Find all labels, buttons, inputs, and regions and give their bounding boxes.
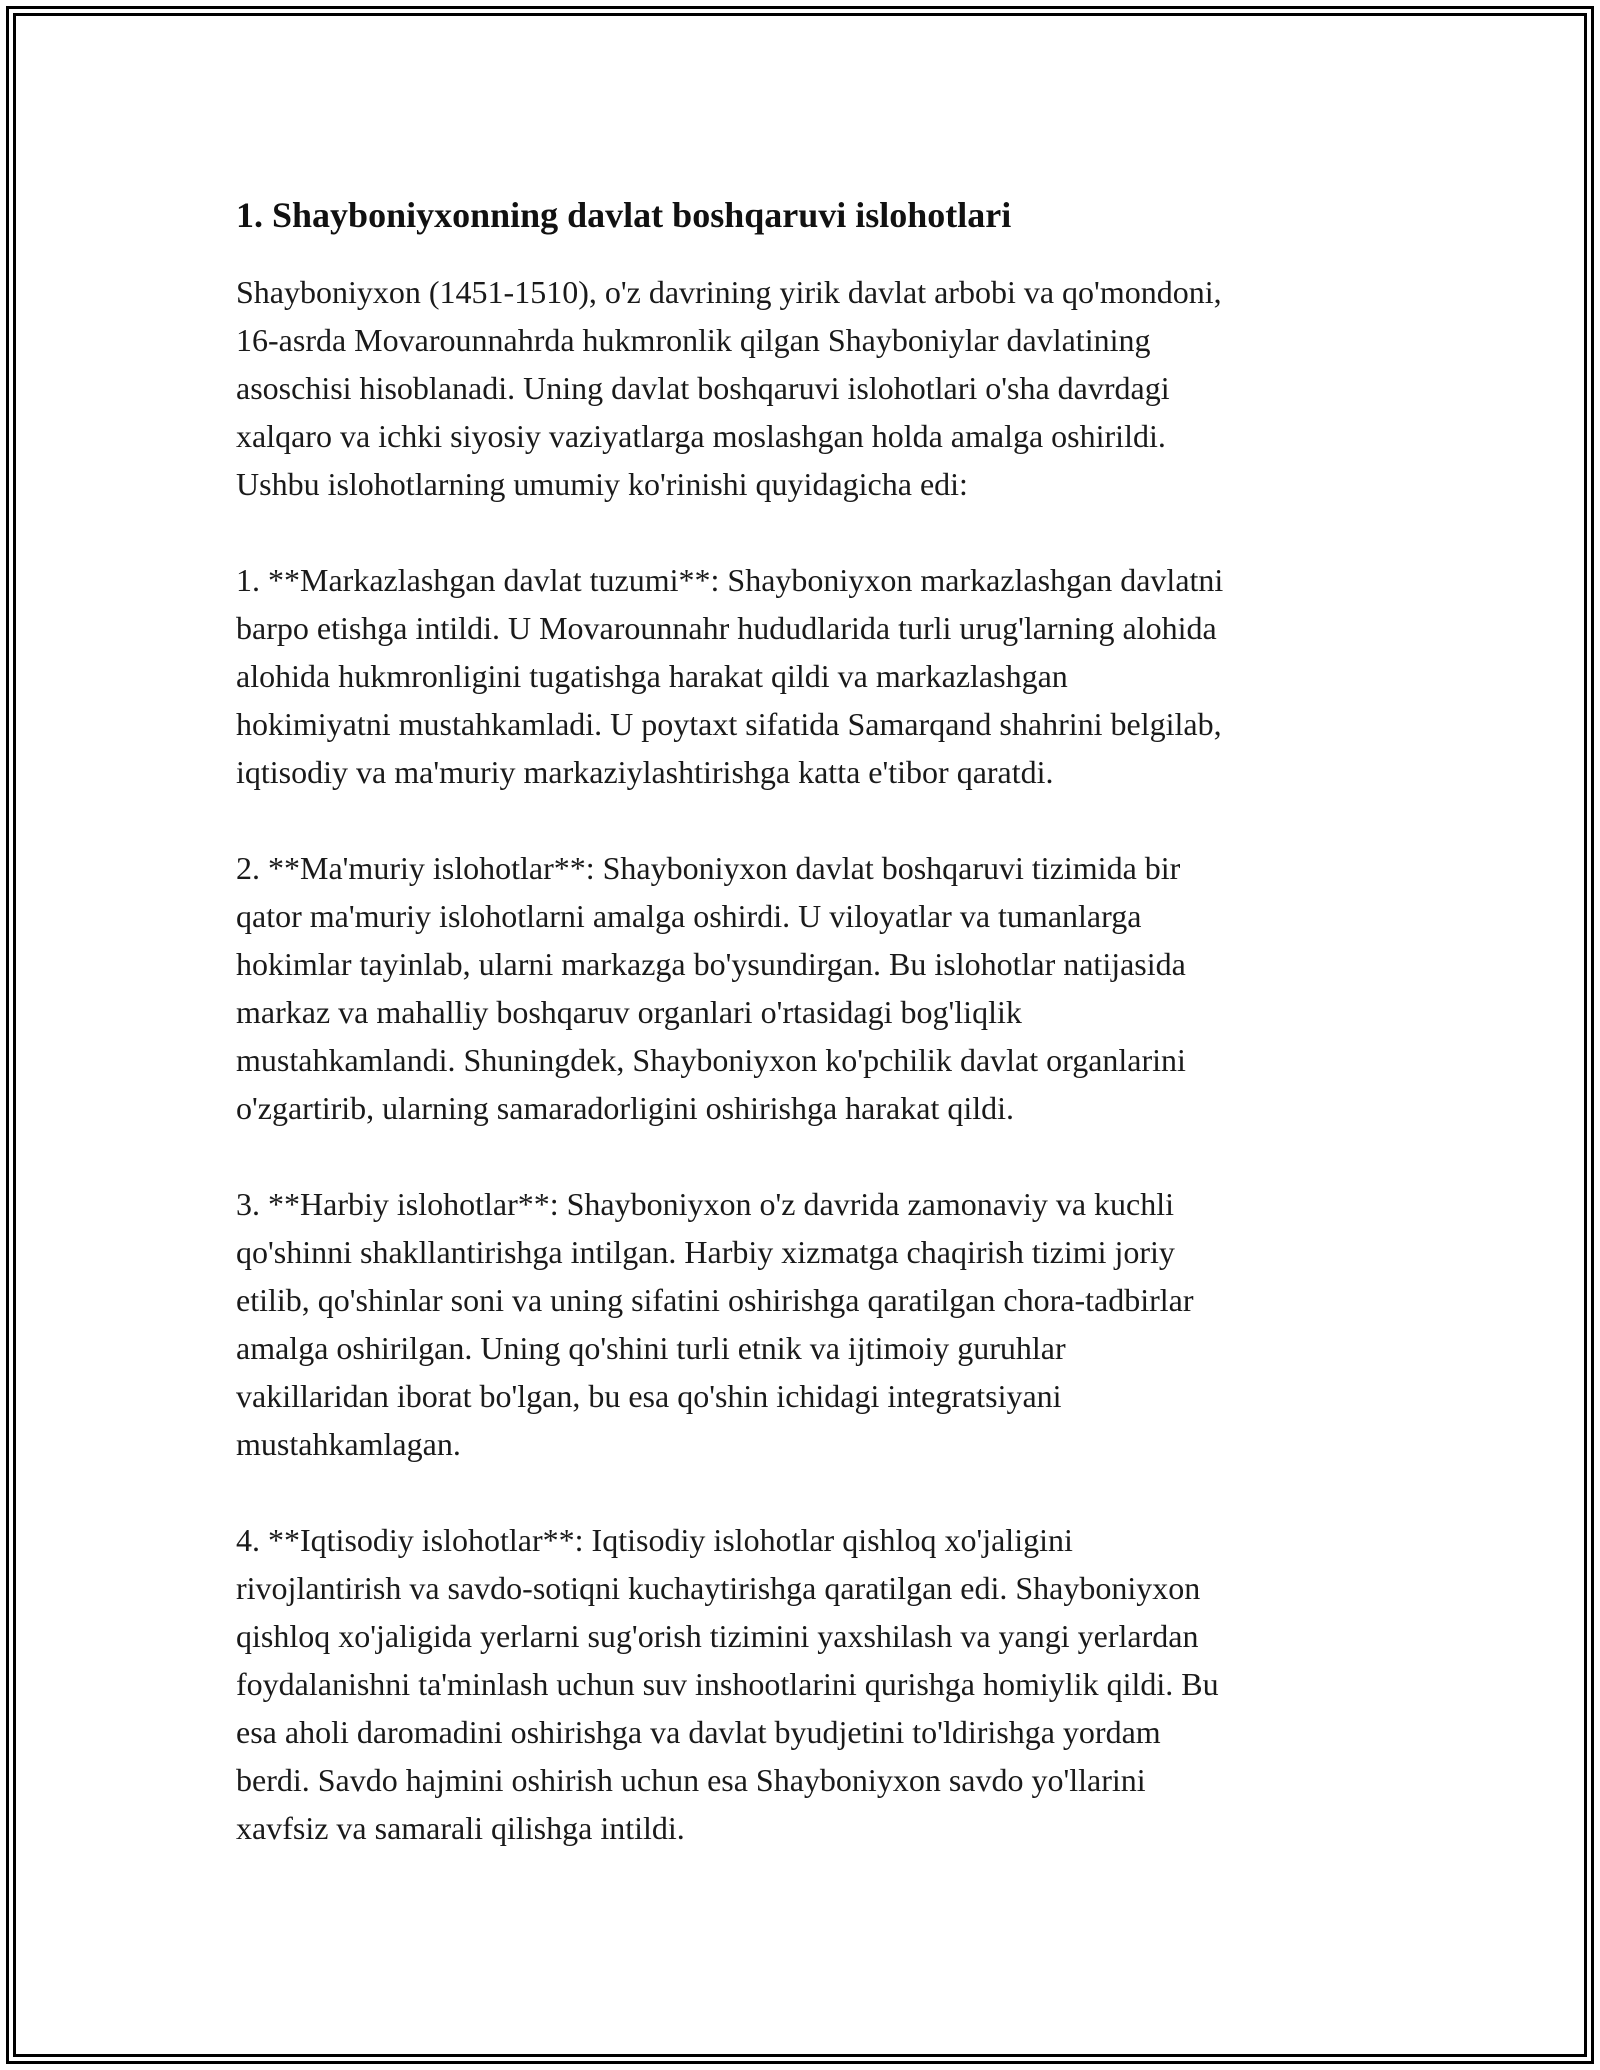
document-body: [236, 188, 1386, 1900]
paragraph-economic-reforms: 4. **Iqtisodiy islohotlar**: Iqtisodiy islohotlar qishloq xo'jaligini rivojlantirish va savdo-sotiqni kuchaytirishga qaratilgan edi. Shayboniyxon qishloq xo'jaligida yerlarni sug'orish tizimini yaxshilash va yangi yerlardan foydalanishni ta'minlash uchun suv inshootlarini qurishga homiylik qildi. Bu esa aholi daromadini oshirishga va davlat byudjetini to'ldirishga yordam berdi. Savdo hajmini oshirish uchun esa Shayboniyxon savdo yo'llarini xavfsiz va samarali qilishga intildi.: [236, 1522, 1219, 1846]
document-title: 1. Shayboniyxonning davlat boshqaruvi islohotlari: [236, 195, 1012, 235]
paragraph-centralized-state: 1. **Markazlashgan davlat tuzumi**: Shayboniyxon markazlashgan davlatni barpo etishga intildi. U Movarounnahr hududlarida turli urug'larning alohida alohida hukmronligini tugatishga harakat qildi va markazlashgan hokimiyatni mustahkamladi. U poytaxt sifatida Samarqand shahrini belgilab, iqtisodiy va ma'muriy markaziylashtirishga katta e'tibor qaratdi.: [236, 562, 1224, 790]
intro-paragraph: Shayboniyxon (1451-1510), o'z davrining yirik davlat arbobi va qo'mondoni, 16-asrda Movarounnahrda hukmronlik qilgan Shayboniylar davlatining asoschisi hisoblanadi. Uning davlat boshqaruvi islohotlari o'sha davrdagi xalqaro va ichki siyosiy vaziyatlarga moslashgan holda amalga oshirildi. Ushbu islohotlarning umumiy ko'rinishi quyidagicha edi:: [236, 274, 1222, 502]
paragraph-military-reforms: 3. **Harbiy islohotlar**: Shayboniyxon o'z davrida zamonaviy va kuchli qo'shinni shakllantirishga intilgan. Harbiy xizmatga chaqirish tizimi joriy etilib, qo'shinlar soni va uning sifatini oshirishga qaratilgan chora-tadbirlar amalga oshirilgan. Uning qo'shini turli etnik va ijtimoiy guruhlar vakillaridan iborat bo'lgan, bu esa qo'shin ichidagi integratsiyani mustahkamlagan.: [236, 1186, 1194, 1462]
paragraph-administrative-reforms: 2. **Ma'muriy islohotlar**: Shayboniyxon davlat boshqaruvi tizimida bir qator ma'muriy islohotlarni amalga oshirdi. U viloyatlar va tumanlarga hokimlar tayinlab, ularni markazga bo'ysundirgan. Bu islohotlar natijasida markaz va mahalliy boshqaruv organlari o'rtasidagi bog'liqlik mustahkamlandi. Shuningdek, Shayboniyxon ko'pchilik davlat organlarini o'zgartirib, ularning samaradorligini oshirishga harakat qildi.: [236, 850, 1186, 1126]
